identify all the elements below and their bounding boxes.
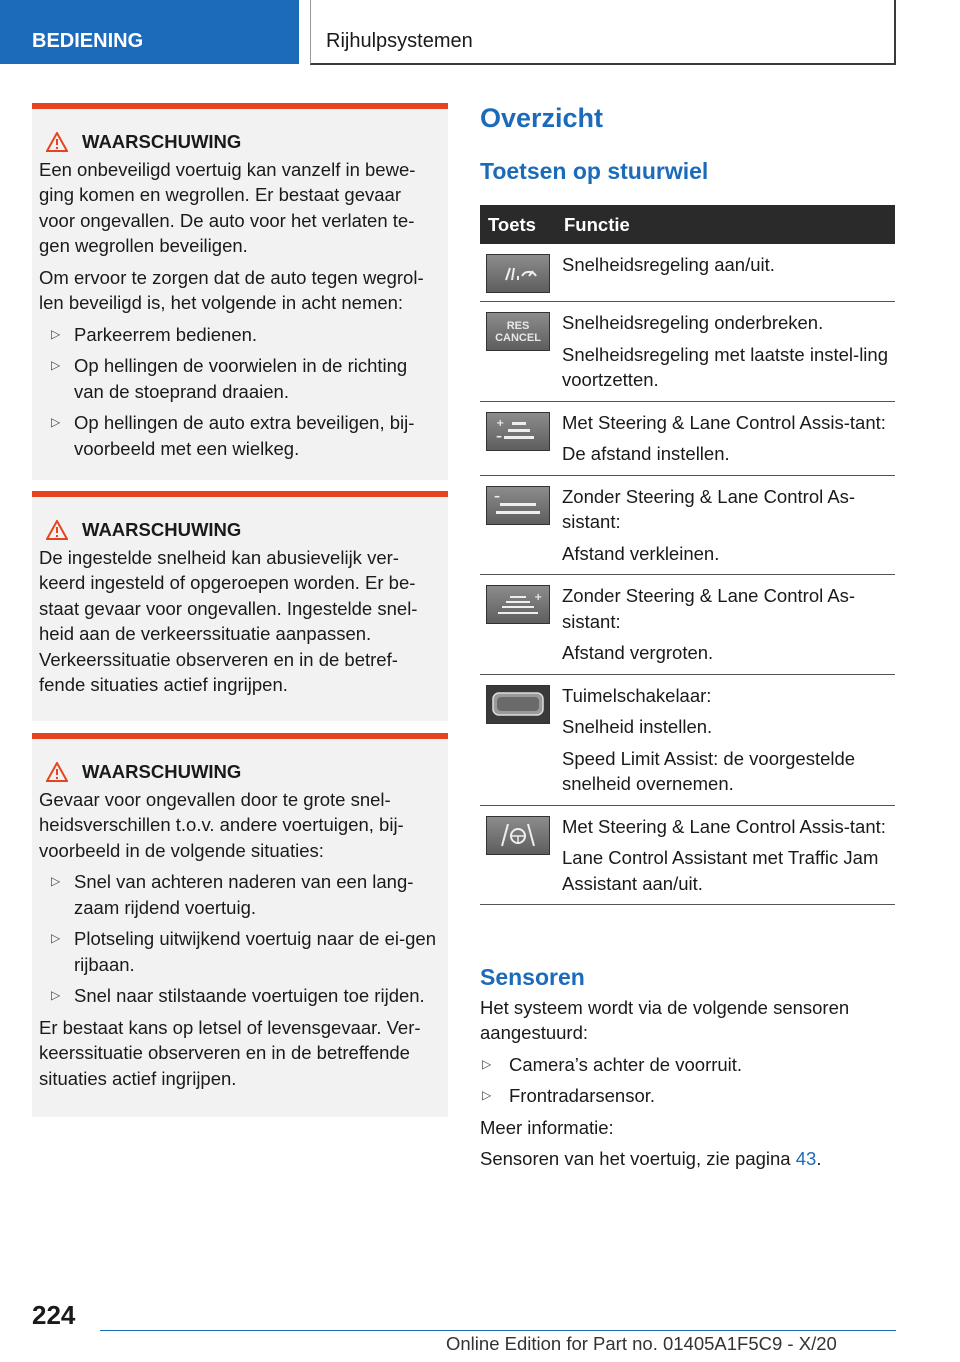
function-text: Afstand vergroten. — [562, 642, 714, 663]
list-item-text: Parkeerrem bedienen. — [74, 323, 258, 345]
table-row — [480, 674, 895, 805]
warning-list — [39, 322, 438, 462]
reference-end: . — [816, 1148, 822, 1169]
sensors-section — [480, 965, 900, 1178]
section-title: Rijhulpsystemen — [310, 0, 896, 65]
function-text: Snelheidsregeling met laatste instel-ling voortzetten. — [562, 343, 888, 390]
more-info-label: Meer informatie: — [480, 1116, 614, 1138]
warning-title: WAARSCHUWING — [82, 131, 242, 152]
function-text: Tuimelschakelaar: — [562, 684, 712, 706]
warning-text: Een onbeveiligd voertuig kan vanzelf in bewe-ging komen en wegrollen. Er bestaat gevaar voor ongevallen. De auto voor het verlaten te-gen wegrollen beveiligen. — [39, 158, 416, 256]
warning-box-1 — [32, 103, 448, 480]
bullet-triangle-icon: ▷ — [51, 326, 61, 341]
warning-box-2 — [32, 491, 448, 721]
table-row — [480, 475, 895, 575]
list-item-text: Camera’s achter de voorruit. — [509, 1053, 743, 1075]
function-text: Lane Control Assistant met Traffic Jam Assistant aan/uit. — [562, 847, 879, 894]
reference-text: Sensoren van het voertuig, zie pagina — [480, 1148, 796, 1169]
lane-control-icon — [486, 816, 550, 855]
function-text: Snelheid instellen. — [562, 716, 713, 737]
warning-title: WAARSCHUWING — [82, 519, 242, 540]
res-cancel-icon: RES CANCEL — [486, 312, 550, 351]
table-row — [480, 805, 895, 905]
list-item — [39, 926, 438, 977]
function-text: Met Steering & Lane Control Assis-tant: — [562, 815, 886, 837]
warning-triangle-icon — [46, 132, 68, 152]
list-item — [39, 322, 438, 348]
column-header-function: Functie — [562, 205, 895, 244]
function-text: Snelheidsregeling onderbreken. — [562, 312, 824, 333]
warning-text: Er bestaat kans op letsel of levensgevaar. Ver-keerssituatie observeren en in de betreffende situaties actief ingrijpen. — [39, 1016, 421, 1089]
table-header-row — [480, 205, 895, 244]
list-item — [39, 983, 438, 1009]
bullet-triangle-icon: ▷ — [482, 1056, 492, 1071]
function-text: De afstand instellen. — [562, 443, 730, 464]
sensors-heading: Sensoren — [480, 964, 585, 990]
sensors-intro: Het systeem wordt via de volgende sensoren aangestuurd: — [480, 996, 850, 1043]
svg-text:+: + — [496, 418, 505, 429]
buttons-table — [480, 205, 895, 905]
function-text: Snelheidsregeling aan/uit. — [562, 254, 775, 275]
warning-triangle-icon — [46, 762, 68, 782]
page-number: 224 — [32, 1300, 76, 1330]
sensors-list — [480, 1052, 900, 1109]
bullet-triangle-icon: ▷ — [51, 415, 61, 429]
bullet-triangle-icon: ▷ — [51, 358, 61, 372]
distance-decrease-icon — [486, 486, 550, 525]
chapter-tab: BEDIENING — [0, 0, 299, 64]
table-row — [480, 575, 895, 675]
list-item-text: Op hellingen de voorwielen in de richting van de stoeprand draaien. — [74, 355, 408, 402]
list-item — [480, 1052, 900, 1078]
rocker-switch-icon — [486, 685, 550, 724]
bullet-triangle-icon: ▷ — [51, 874, 61, 888]
function-text: Met Steering & Lane Control Assis-tant: — [562, 411, 886, 433]
list-item-text: Plotseling uitwijkend voertuig naar de ei-gen rijbaan. — [74, 928, 436, 975]
distance-icon — [486, 412, 550, 451]
svg-text:+: + — [534, 591, 543, 603]
table-row — [480, 401, 895, 475]
list-item — [39, 869, 438, 920]
svg-text:–: – — [496, 429, 502, 443]
section-heading: Overzicht — [480, 103, 604, 133]
cross-reference — [480, 1146, 900, 1172]
edition-text: Online Edition for Part no. 01405A1F5C9 - X/20 — [446, 1333, 837, 1354]
function-text: Speed Limit Assist: de voorgestelde snelheid overnemen. — [562, 747, 856, 794]
distance-increase-icon — [486, 585, 550, 624]
warning-triangle-icon — [46, 520, 68, 540]
table-row — [480, 244, 895, 302]
list-item-text: Op hellingen de auto extra beveiligen, bij-voorbeeld met een wielkeg. — [74, 412, 415, 459]
column-header-key: Toets — [480, 205, 562, 244]
bullet-triangle-icon: ▷ — [51, 931, 61, 945]
warning-title: WAARSCHUWING — [82, 761, 242, 782]
page-link[interactable]: 43 — [795, 1148, 817, 1169]
function-text: Zonder Steering & Lane Control As-sistant: — [562, 485, 856, 532]
table-row — [480, 302, 895, 402]
warning-box-3 — [32, 733, 448, 1117]
warning-text: Gevaar voor ongevallen door te grote snel-heidsverschillen t.o.v. andere voertuigen, bij-voorbeeld in de volgende situaties: — [39, 788, 404, 861]
svg-text:–: – — [494, 490, 500, 503]
function-text: Afstand verkleinen. — [562, 542, 720, 564]
function-text: Zonder Steering & Lane Control As-sistant: — [562, 585, 856, 632]
bullet-triangle-icon: ▷ — [51, 988, 61, 1002]
list-item-text: Snel naar stilstaande voertuigen toe rijden. — [74, 985, 425, 1006]
bullet-triangle-icon: ▷ — [482, 1088, 492, 1102]
warning-text: Om ervoor te zorgen dat de auto tegen wegrol-len beveiligd is, het volgende in acht nemen: — [39, 266, 424, 313]
subsection-heading: Toetsen op stuurwiel — [480, 158, 709, 184]
footer-divider — [100, 1330, 896, 1331]
cruise-control-icon — [486, 254, 550, 293]
list-item — [480, 1083, 900, 1109]
list-item — [39, 410, 438, 461]
list-item-text: Frontradarsensor. — [509, 1085, 656, 1106]
list-item — [39, 353, 438, 404]
warning-list — [39, 869, 438, 1009]
list-item-text: Snel van achteren naderen van een lang-zaam rijdend voertuig. — [74, 871, 414, 918]
warning-text: De ingestelde snelheid kan abusievelijk ver-keerd ingesteld of opgeroepen worden. Er be-staat gevaar voor ongevallen. Ingestelde snel-heid aan de verkeerssituatie aanpassen. Verkeerssituatie observeren en in de betref-fende situaties actief ingrijpen. — [39, 546, 418, 695]
